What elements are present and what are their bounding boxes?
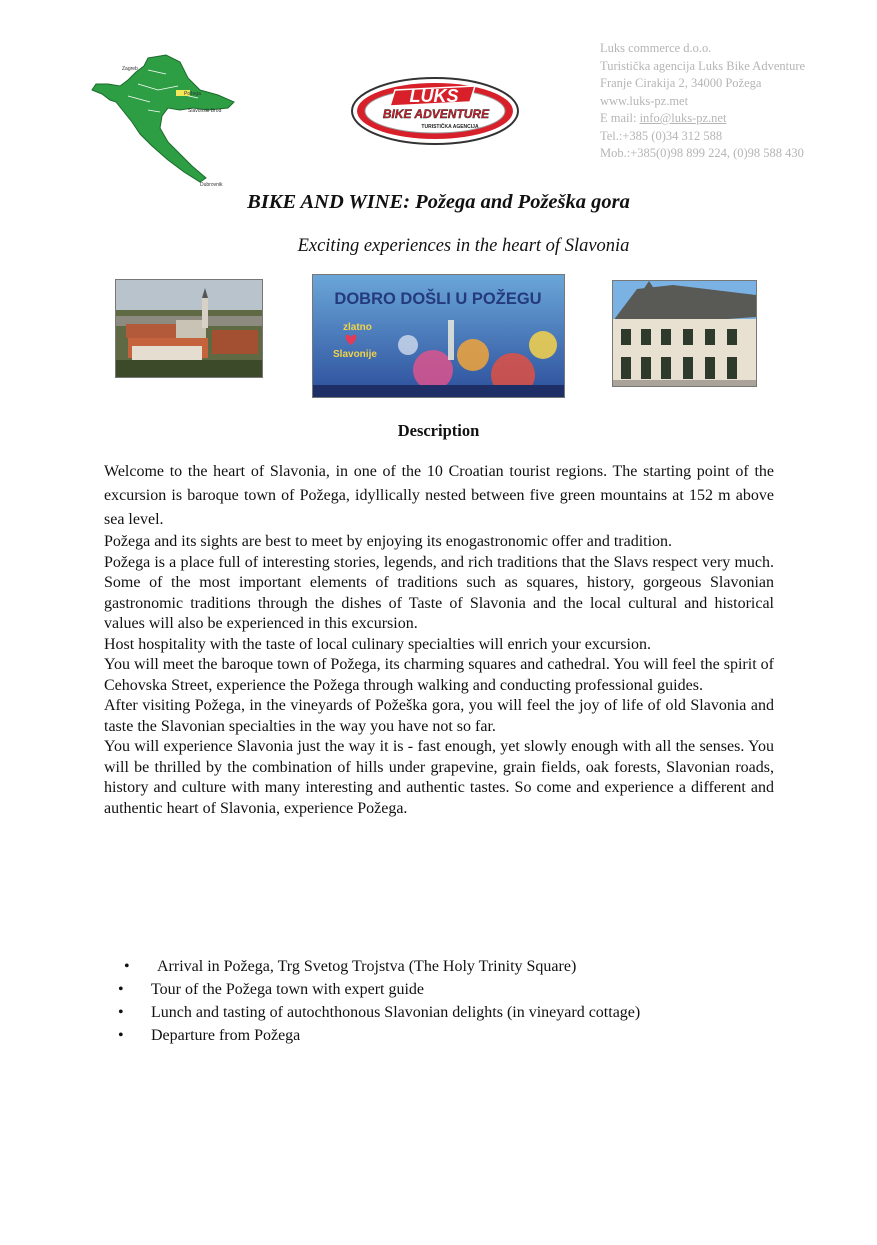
paragraph: After visiting Požega, in the vineyards of Požeška gora, you will feel the joy of life of old Slavonia and taste the Slavonian specialties in the way you have not so far. [104, 697, 774, 735]
company-contact-block [600, 40, 860, 163]
town-aerial-photo [115, 279, 263, 378]
description-body [104, 460, 774, 819]
list-item [118, 955, 818, 978]
company-address: Franje Cirakija 2, 34000 Požega [600, 76, 762, 90]
banner-line2: Slavonije [333, 349, 377, 360]
banner-headline: DOBRO DOŠLI U POŽEGU [334, 290, 542, 308]
historic-building-photo [612, 280, 757, 387]
list-item-text: Tour of the Požega town with expert guide [151, 981, 425, 998]
list-item-text: Arrival in Požega, Trg Svetog Trojstva (The Holy Trinity Square) [157, 958, 577, 975]
paragraph: You will meet the baroque town of Požega, its charming squares and cathedral. You will feel the spirit of Cehovska Street, experience the Požega through walking and conducting professional guides. [104, 656, 774, 694]
page-subtitle: Exciting experiences in the heart of Slavonia [297, 236, 630, 256]
map-label: Dubrovnik [200, 182, 223, 188]
email-link[interactable]: info@luks-pz.net [639, 111, 727, 125]
company-name: Luks commerce d.o.o. [600, 41, 712, 55]
paragraph: Host hospitality with the taste of local culinary specialties will enrich your excursion. [104, 635, 651, 653]
company-tel: Tel.:+385 (0)34 312 588 [600, 128, 723, 143]
list-item [118, 978, 818, 1001]
company-agency: Turistička agencija Luks Bike Adventure [600, 58, 806, 73]
description-heading: Description [397, 421, 480, 440]
list-item [118, 1024, 818, 1047]
itinerary-list [118, 955, 818, 1047]
logo-brand: LUKS [409, 86, 459, 106]
list-item-text: Lunch and tasting of autochthonous Slavonian delights (in vineyard cottage) [151, 1004, 641, 1021]
paragraph: Welcome to the heart of Slavonia, in one of the 10 Croatian tourist regions. The starting point of the excursion is baroque town of Požega, idyllically nested between five green mountains at 152 m above sea level. [104, 463, 774, 528]
page-title: BIKE AND WINE: Požega and Požeška gora [247, 191, 630, 213]
bullet-icon: • [124, 958, 130, 975]
luks-logo [350, 76, 520, 146]
map-label: Požega [184, 91, 201, 97]
croatia-map-image [88, 50, 238, 190]
banner-line1: zlatno [343, 322, 372, 333]
bullet-icon: • [118, 981, 124, 998]
logo-sub: TURISTIČKA AGENCIJA [421, 124, 479, 130]
paragraph: Požega is a place full of interesting stories, legends, and rich traditions that the Slavs respect very much. Some of the most important elements of traditions such as squares, history, gorgeous Slavonian gastronomic traditions through the dishes of Taste of Slavonia and the local cultural and historical values will also be experienced in this excursion. [104, 553, 774, 632]
bullet-icon: • [118, 1004, 124, 1021]
email-label: E mail: [600, 111, 640, 125]
company-mob: Mob.:+385(0)98 899 224, (0)98 588 430 [600, 146, 804, 160]
bullet-icon: • [118, 1027, 124, 1044]
welcome-banner-photo [312, 274, 565, 398]
map-label: Slavonski Brod [188, 108, 222, 114]
company-website: www.luks-pz.met [600, 93, 689, 108]
list-item [118, 1001, 818, 1024]
logo-tagline: BIKE ADVENTURE [382, 107, 490, 121]
paragraph: You will experience Slavonia just the way it is - fast enough, yet slowly enough with all the senses. You will be thrilled by the combination of hills under grapevine, grain fields, oak forests, Slavonian roads, history and culture with many interesting and authentic tastes. So come and experience a different and authentic heart of Slavonia, experience Požega. [104, 738, 774, 817]
map-label: Zagreb [122, 66, 138, 72]
company-email-row [600, 110, 860, 128]
list-item-text: Departure from Požega [151, 1027, 301, 1044]
paragraph: Požega and its sights are best to meet by enjoying its enogastronomic offer and tradition. [104, 533, 673, 550]
